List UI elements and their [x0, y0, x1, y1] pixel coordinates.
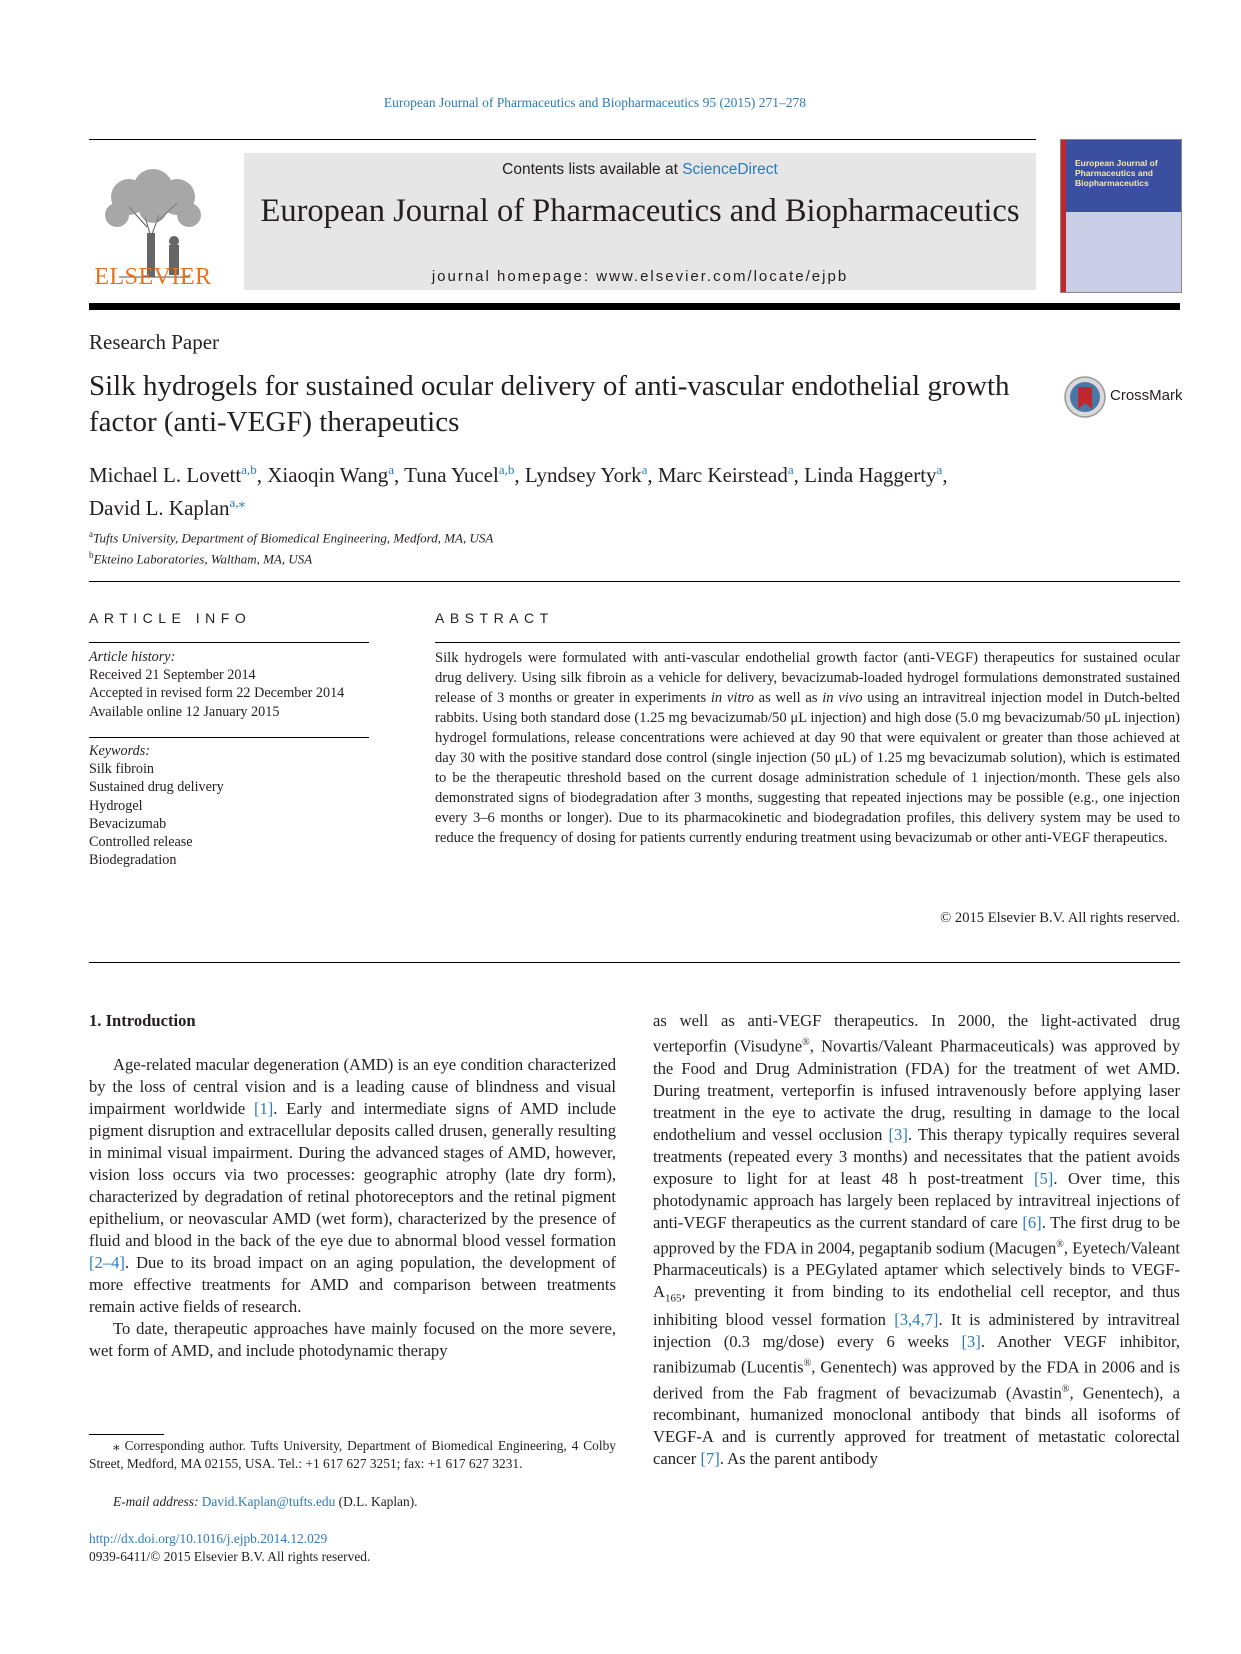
keyword: Bevacizumab — [89, 815, 167, 832]
author-name[interactable]: Lyndsey York — [524, 463, 642, 487]
keyword: Hydrogel — [89, 797, 143, 814]
affiliation-mark[interactable]: a — [936, 462, 943, 477]
paragraph: To date, therapeutic approaches have mainly focused on the more severe, wet form of AMD, and include photodynamic therapy — [89, 1319, 616, 1360]
article-info-heading: ARTICLE INFO — [89, 610, 252, 626]
text-segment: . As the parent antibody — [719, 1449, 878, 1469]
author-name[interactable]: Xiaoqin Wang — [267, 463, 389, 487]
abstract-rule — [435, 642, 1180, 643]
affiliation-mark: b — [89, 549, 94, 560]
article-title: Silk hydrogels for sustained ocular delivery of anti-vascular endothelial growth factor (anti-VEGF) therapeutics — [89, 370, 1010, 438]
citation-link[interactable]: [3] — [888, 1124, 908, 1144]
abstract-copyright: © 2015 Elsevier B.V. All rights reserved. — [940, 910, 1180, 926]
citation-link[interactable]: [1] — [253, 1099, 274, 1118]
paragraph — [653, 1010, 1180, 1470]
keywords — [89, 742, 224, 869]
article-history — [89, 648, 344, 721]
text-segment: , Genentech) was approved by the FDA in 2006 and is derived from the Fab fragment of bevacizumab (Avastin — [653, 1357, 1181, 1403]
text-segment: , Genentech), a recombinant, humanized monoclonal antibody that binds all isoforms of VEGF-A and is currently approved for treatment of metastatic colorectal cancer — [653, 1383, 1180, 1469]
keyword: Sustained drug delivery — [89, 779, 224, 796]
email-line — [113, 1494, 418, 1510]
author-name[interactable]: Michael L. Lovett — [89, 463, 242, 487]
doi-link[interactable]: http://dx.doi.org/10.1016/j.ejpb.2014.12.029 — [89, 1531, 328, 1546]
sciencedirect-link[interactable]: ScienceDirect — [682, 161, 778, 178]
text-segment: , preventing it from binding to its endothelial cell receptor, and thus inhibiting blood vessel formation — [653, 1282, 1180, 1330]
text-segment: , Eyetech/Valeant Pharmaceuticals) is a PEGylated aptamer which selectively binds to VEGF-A — [653, 1238, 1180, 1302]
journal-banner — [244, 153, 1036, 290]
section-rule — [89, 581, 1180, 582]
affiliation-text: Tufts University, Department of Biomedical Engineering, Medford, MA, USA — [93, 530, 494, 546]
article-type: Research Paper — [89, 330, 220, 354]
citation-link[interactable]: [6] — [1022, 1212, 1042, 1232]
citation-link[interactable]: [5] — [1033, 1168, 1054, 1188]
footnote-text: ⁎ Corresponding author. Tufts University, Department of Biomedical Engineering, 4 Colby Street, Medford, MA 02155, USA. Tel.: +1 617 627 3251; fax: +1 617 627 3231. — [89, 1438, 616, 1471]
abstract-segment: as well as — [753, 690, 823, 706]
affiliation-line — [89, 526, 493, 547]
email-link[interactable]: David.Kaplan@tufts.edu — [201, 1494, 336, 1509]
text-segment: . This therapy typically requires several treatments (repeated every 3 months) and necessitates that the patient avoids exposure to light for at least 48 h post-treatment — [653, 1124, 1180, 1188]
text-segment: as well as anti-VEGF therapeutics. In 2000, the light-activated drug verteporfin (Visudyne — [653, 1011, 1180, 1056]
journal-name: European Journal of Pharmaceutics and Biopharmaceutics — [260, 193, 1020, 229]
abstract-heading: ABSTRACT — [435, 610, 554, 626]
cover-title: European Journal of Pharmaceutics and Biopharmaceutics — [1075, 158, 1158, 188]
text-segment: . Due to its broad impact on an aging population, the development of more effective treatments for AMD and comparison between treatments remain active fields of research. — [89, 1253, 616, 1316]
citation-link[interactable]: [2–4] — [89, 1253, 125, 1272]
cover-lower-panel — [1066, 212, 1181, 292]
section-rule — [89, 962, 1180, 963]
affiliation-mark[interactable]: a,⁎ — [229, 495, 246, 510]
paragraph — [89, 1054, 616, 1318]
crossmark-label[interactable]: CrossMark — [1110, 387, 1183, 404]
text-segment: , Novartis/Valeant Pharmaceuticals) was approved by the Food and Drug Administration (FDA) for the treatment of wet AMD. During treatment, verteporfin is infused intravenously before applying laser treatment in the eye to activate the drug, resulting in damage to the local endothelium and vessel occlusion — [653, 1036, 1180, 1144]
affiliation-line — [89, 547, 493, 568]
text-segment: . The first drug to be approved by the FDA in 2004, pegaptanib sodium (Macugen — [653, 1212, 1180, 1258]
affiliation-text: Ekteino Laboratories, Waltham, MA, USA — [93, 551, 313, 567]
registered-mark: ® — [1061, 1383, 1070, 1395]
keywords-label: Keywords: — [89, 743, 150, 759]
text-segment: . Another VEGF inhibitor, ranibizumab (Lucentis — [653, 1332, 1180, 1377]
affiliation-mark[interactable]: a,b — [241, 462, 257, 477]
author-name[interactable]: Marc Keirstead — [657, 463, 788, 487]
contents-prefix: Contents lists available at — [502, 161, 683, 178]
keyword: Controlled release — [89, 834, 193, 851]
email-suffix: (D.L. Kaplan). — [335, 1494, 418, 1509]
abstract-text — [435, 648, 1180, 848]
affiliation-mark[interactable]: a — [787, 462, 794, 477]
info-rule — [89, 642, 369, 643]
body-column-left — [89, 1010, 616, 1362]
footnote-rule — [89, 1434, 164, 1435]
history-item: Available online 12 January 2015 — [89, 703, 280, 720]
registered-mark: ® — [1056, 1238, 1064, 1250]
text-segment: . Over time, this photodynamic approach has largely been replaced by intravitreal injections of anti-VEGF therapeutics as the current standard of care — [653, 1168, 1180, 1232]
abstract-segment: Silk hydrogels were formulated with anti-vascular endothelial growth factor (anti-VEGF) therapeutics for sustained ocular drug delivery. Using silk fibroin as a vehicle for delivery, bevacizumab-loaded hydrogel formulations demonstrated sustained release of 3 months or greater in experiments — [435, 650, 1180, 706]
affiliation-mark[interactable]: a — [388, 462, 395, 477]
header-rule — [89, 139, 1036, 140]
author-name[interactable]: Linda Haggerty — [804, 463, 937, 487]
affiliations — [89, 526, 493, 568]
journal-cover-thumbnail — [1060, 139, 1182, 293]
text-segment: Age-related macular degeneration (AMD) is an eye condition characterized by the loss of central vision and is a leading cause of blindness and visual impairment worldwide — [89, 1055, 616, 1118]
issn-line: 0939-6411/© 2015 Elsevier B.V. All rights reserved. — [89, 1549, 371, 1564]
abstract-italic: in vitro — [710, 690, 754, 706]
registered-mark: ® — [802, 1037, 810, 1048]
section-heading: 1. Introduction — [89, 1011, 196, 1030]
corresponding-author-note — [89, 1437, 616, 1473]
keyword: Silk fibroin — [89, 761, 155, 778]
abstract-italic: in vivo — [822, 690, 863, 706]
elsevier-wordmark: ELSEVIER — [94, 264, 212, 290]
author-name[interactable]: David L. Kaplan — [89, 496, 230, 520]
header-thick-rule — [89, 303, 1180, 310]
keyword: Biodegradation — [89, 852, 177, 869]
text-segment: . It is administered by intravitreal injection (0.3 mg/dose) every 6 weeks — [653, 1310, 1180, 1352]
citation-link[interactable]: [3] — [961, 1332, 981, 1352]
info-rule — [89, 737, 369, 738]
citation-link[interactable]: [7] — [700, 1449, 720, 1469]
abstract-segment: using an intravitreal injection model in Dutch-belted rabbits. Using both standard dose (1.25 mg bevacizumab/50 μL injection) and high dose (5.0 mg bevacizumab/50 μL injection) hydrogel formulations, release concentrations were achieved at day 90 that were equivalent or greater than those achieved at day 30 with the positive standard dose control (single injection (50 μL) of 1.25 mg bevacizumab solution), which is estimated to be the therapeutic threshold based on the current dosage administration schedule of 1 injection/month. These gels also demonstrated signs of biodegradation after 3 months, suggesting that repeated injections may be possible (e.g., one injection every 3–6 months or longer). Due to its pharmacokinetic and biodegradation profiles, this delivery system may be used to reduce the frequency of dosing for patients currently enduring treatment using bevacizumab or other anti-VEGF therapeutics. — [435, 690, 1180, 846]
affiliation-mark: a — [89, 529, 93, 539]
journal-homepage[interactable]: journal homepage: www.elsevier.com/locate/ejpb — [431, 268, 849, 285]
journal-citation-link[interactable]: European Journal of Pharmaceutics and Biopharmaceutics 95 (2015) 271–278 — [383, 95, 807, 110]
contents-line — [244, 161, 1036, 179]
crossmark-icon[interactable] — [1063, 375, 1107, 419]
subscript: 165 — [664, 1292, 682, 1305]
email-label: E-mail address: — [113, 1494, 202, 1509]
author-name[interactable]: Tuna Yucel — [404, 463, 499, 487]
history-label: Article history: — [89, 649, 176, 665]
history-item: Received 21 September 2014 — [89, 667, 256, 684]
history-item: Accepted in revised form 22 December 2014 — [89, 685, 345, 702]
registered-mark: ® — [803, 1358, 812, 1370]
affiliation-mark[interactable]: a,b — [498, 462, 515, 477]
citation-link[interactable]: [3,4,7] — [894, 1310, 939, 1330]
affiliation-mark[interactable]: a — [641, 462, 648, 477]
body-column-right — [653, 1010, 1180, 1470]
text-segment: . Early and intermediate signs of AMD include pigment disruption and extracellular deposits called drusen, generally resulting in minimal visual impairment. During the advanced stages of AMD, however, vision loss occurs via two processes: geographic atrophy (late dry form), characterized by degradation of retinal photoreceptors and the retinal pigment epithelium, or neovascular AMD (wet form), characterized by the presence of fluid and blood in the back of the eye due to abnormal blood vessel formation — [89, 1099, 616, 1250]
author-list: Michael L. Lovett$^{a,b}$, Xiaoqin Wang$^a$, Tuna Yucel$^{a,b}$, Lyndsey York$^a$, Marc Keirstead$^a$, Linda Haggerty$^a$, David L. Kaplan$^{a,⁎}$ — [89, 462, 948, 520]
